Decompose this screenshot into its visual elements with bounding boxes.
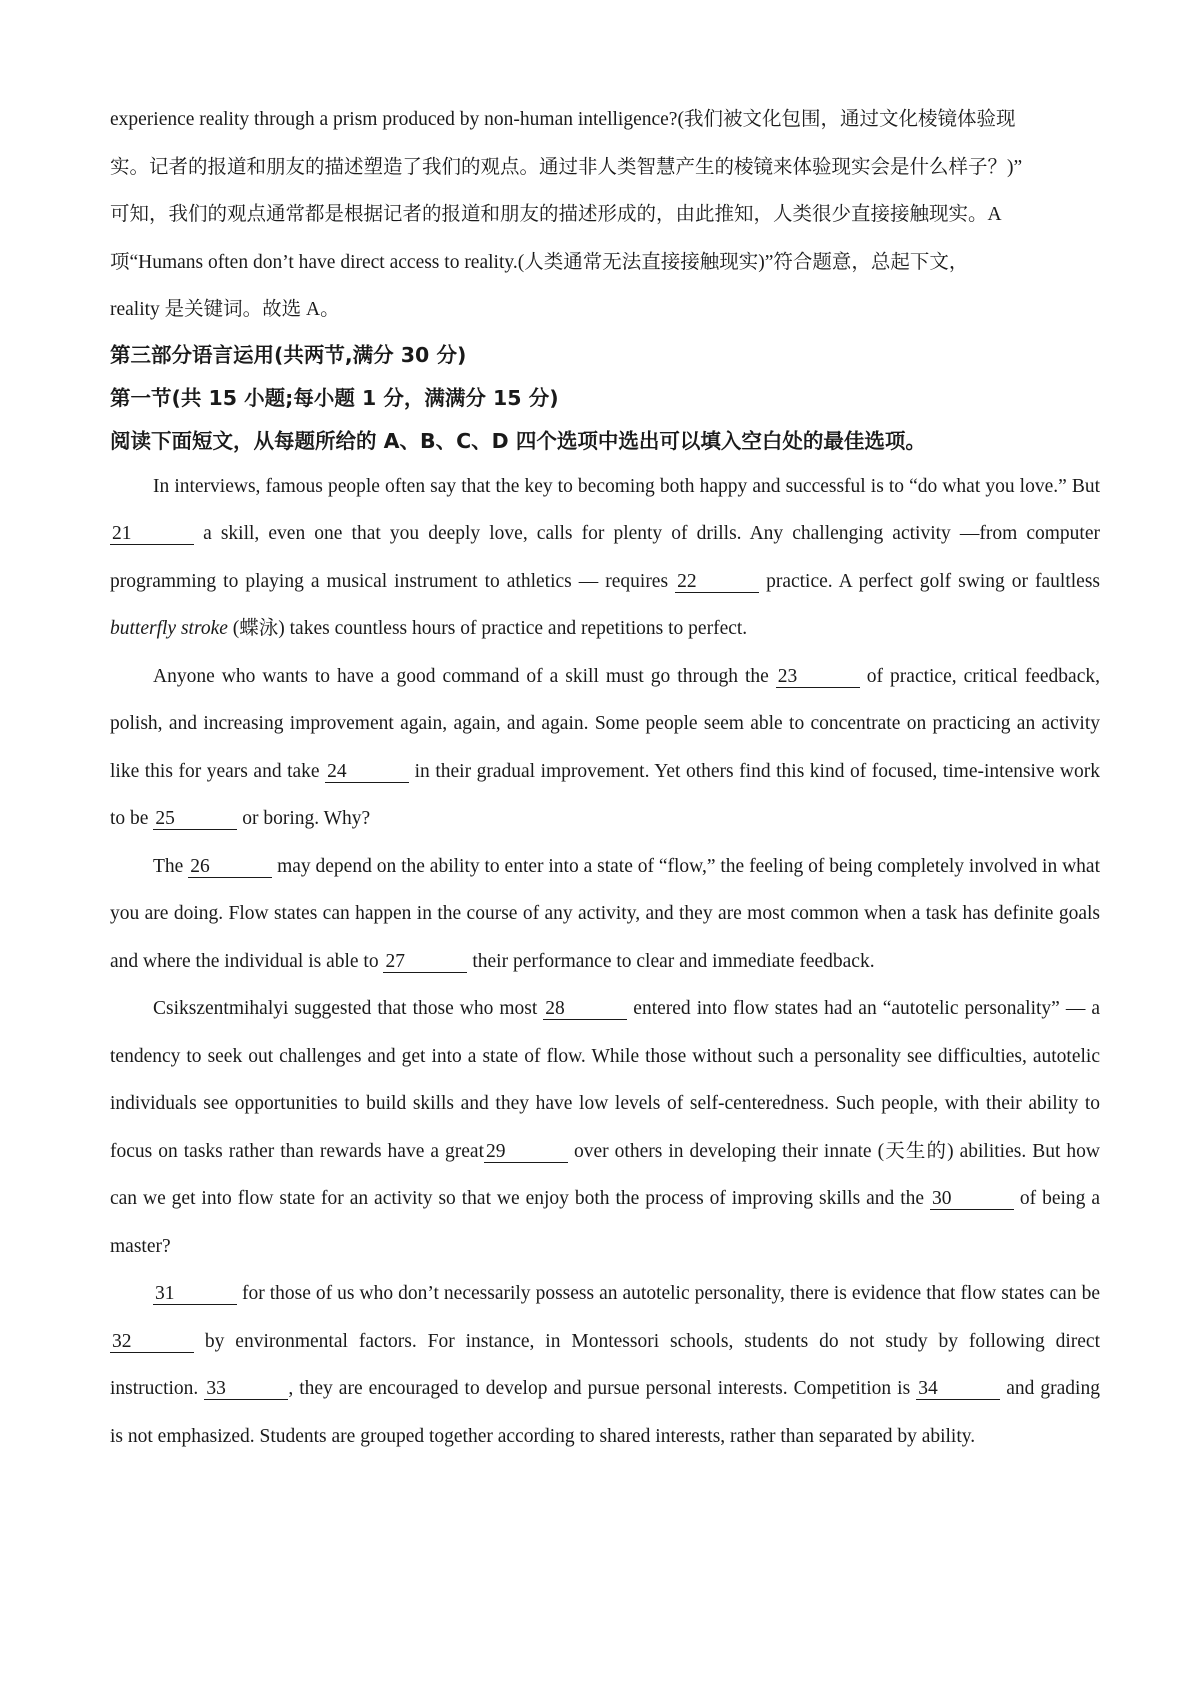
blank-26: 26 [188, 857, 272, 878]
explanation-line: 实。记者的报道和朋友的描述塑造了我们的观点。通过非人类智慧产生的棱镜来体验现实会是什么样子？)” [110, 156, 1023, 178]
passage-paragraph-4: Csikszentmihalyi suggested that those who most 28 entered into flow states had an “autotelic personality” — a tendency to seek out challenges and get into a state of flow. While those without such a personality see difficulties, autotelic individuals see opportunities to build skills and they have low levels of self-centeredness. Such people, with their ability to focus on tasks rather than rewards have a great 29 over others in developing their innate (天生的) abilities. But how can we get into flow state for an activity so that we enjoy both the process of improving skills and the 30 of being a master? [110, 998, 1100, 1257]
blank-33: 33 [204, 1379, 288, 1400]
document-page [110, 96, 1100, 1460]
explanation-line: reality 是关键词。故选 A。 [110, 299, 340, 320]
passage-paragraph-3: The 26 may depend on the ability to enter into a state of “flow,” the feeling of being completely involved in what you are doing. Flow states can happen in the course of any activity, and they are most common when a task has definite goals and where the individual is able to 27 their performance to clear and immediate feedback. [110, 855, 1100, 972]
blank-32: 32 [110, 1332, 194, 1353]
blank-25: 25 [153, 809, 237, 830]
blank-24: 24 [325, 762, 409, 783]
blank-27: 27 [383, 952, 467, 973]
italic-term: butterfly stroke [110, 618, 228, 639]
part-heading: 第三部分语言运用(共两节,满分 30 分) [110, 342, 467, 367]
instruction-heading: 阅读下面短文，从每题所给的 A、B、C、D 四个选项中选出可以填入空白处的最佳选项。 [110, 428, 926, 453]
blank-22: 22 [675, 572, 759, 593]
blank-29: 29 [484, 1142, 568, 1163]
blank-28: 28 [543, 999, 627, 1020]
section-heading: 第一节(共 15 小题;每小题 1 分，满满分 15 分) [110, 385, 559, 410]
passage-paragraph-5: 31 for those of us who don’t necessarily possess an autotelic personality, there is evidence that flow states can be 32 by environmental factors. For instance, in Montessori schools, students do not study by following direct instruction. 33 , they are encouraged to develop and pursue personal interests. Competition is 34 and grading is not emphasized. Students are grouped together according to shared interests, rather than separated by ability. [110, 1283, 1100, 1447]
blank-23: 23 [776, 667, 860, 688]
blank-34: 34 [916, 1379, 1000, 1400]
blank-31: 31 [153, 1284, 237, 1305]
blank-21: 21 [110, 524, 194, 545]
blank-30: 30 [930, 1189, 1014, 1210]
passage-paragraph-1: In interviews, famous people often say that the key to becoming both happy and successful is to “do what you love.” But 21 a skill, even one that you deeply love, calls for plenty of drills. Any challenging activity —from computer programming to playing a musical instrument to athletics — requires 22 practice. A perfect golf swing or faultless butterfly stroke (蝶泳) takes countless hours of practice and repetitions to perfect. [110, 475, 1101, 639]
passage-paragraph-2: Anyone who wants to have a good command of a skill must go through the 23 of practice, critical feedback, polish, and increasing improvement again, again, and again. Some people seem able to concentrate on practicing an activity like this for years and take 24 in their gradual improvement. Yet others find this kind of focused, time-intensive work to be 25 or boring. Why? [110, 665, 1100, 829]
explanation-line: 可知，我们的观点通常都是根据记者的报道和朋友的描述形成的，由此推知，人类很少直接接触现实。A [110, 204, 1002, 225]
answer-explanation [110, 96, 1100, 334]
explanation-line: 项“Humans often don’t have direct access to reality.(人类通常无法直接接触现实)”符合题意，总起下文， [110, 251, 969, 273]
explanation-line: experience reality through a prism produced by non-human intelligence?(我们被文化包围，通过文化棱镜体验现 [110, 109, 1016, 130]
